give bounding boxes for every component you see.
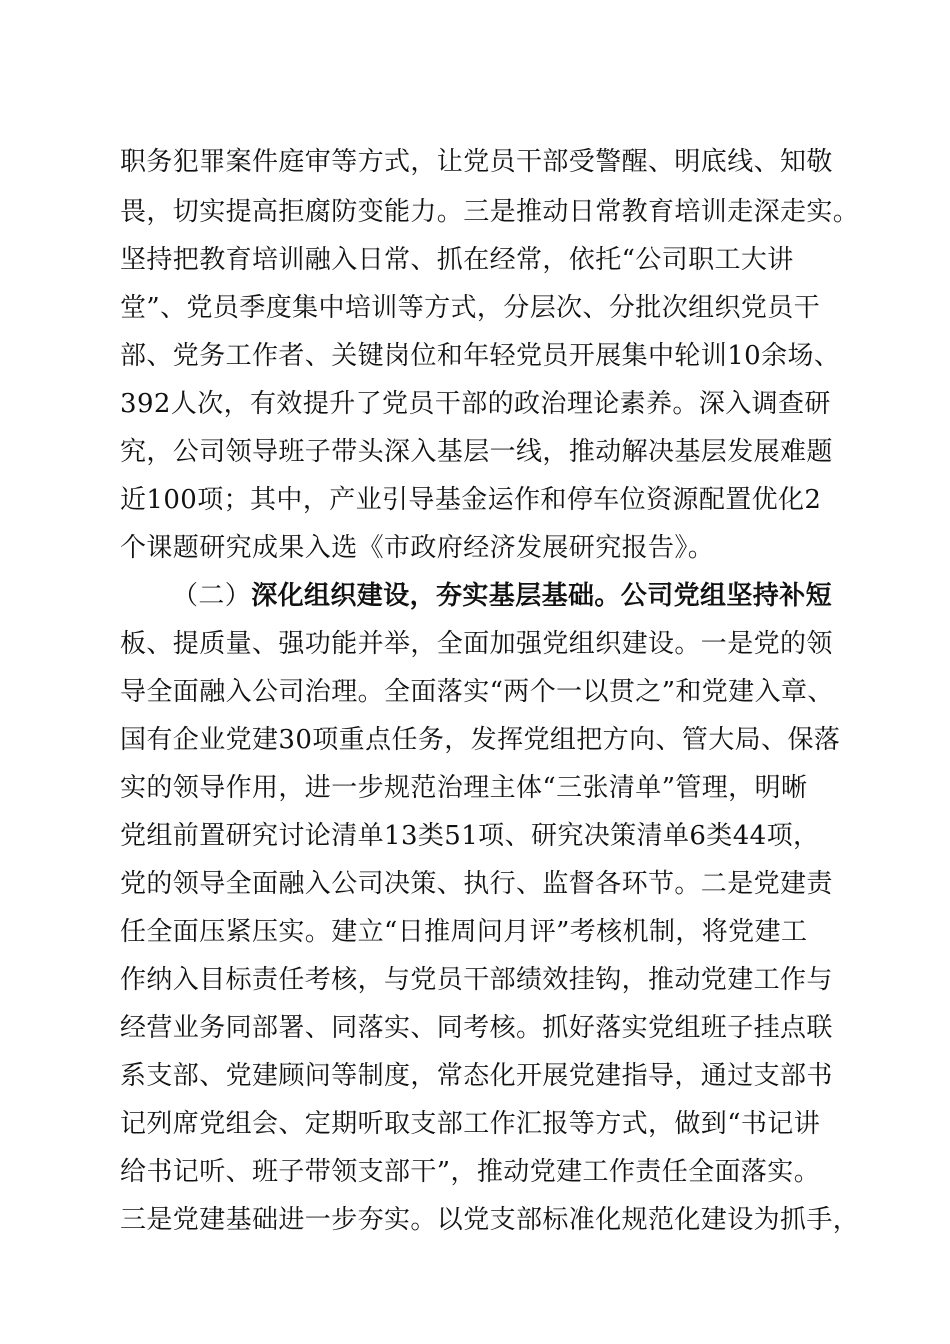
text-line: 392人次，有效提升了党员干部的政治理论素养。深入调查研 (120, 389, 831, 419)
text-line: 部、党务工作者、关键岗位和年轻党员开展集中轮训10余场、 (120, 341, 841, 371)
text-line: 畏，切实提高拒腐防变能力。三是推动日常教育培训走深走实。 (120, 197, 860, 227)
text-line: 国有企业党建30项重点任务，发挥党组把方向、管大局、保落 (120, 725, 841, 755)
text-line: 党组前置研究讨论清单13类51项、研究决策清单6类44项， (120, 821, 820, 851)
section-marker: （二） (172, 581, 252, 611)
text-line: 近100项；其中，产业引导基金运作和停车位资源配置优化2 (120, 485, 822, 515)
text-line: 坚持把教育培训融入日常、抓在经常，依托“公司职工大讲 (120, 245, 794, 275)
text-line: 党的领导全面融入公司决策、执行、监督各环节。二是党建责 (120, 869, 833, 899)
text-line: 记列席党组会、定期听取支部工作汇报等方式，做到“书记讲 (120, 1109, 821, 1139)
text-line: 板、提质量、强功能并举，全面加强党组织建设。一是党的领 (120, 629, 833, 659)
section-heading: 深化组织建设，夯实基层基础。公司党组坚持补短 (251, 581, 833, 611)
text-line: 堂”、党员季度集中培训等方式，分层次、分批次组织党员干 (120, 293, 821, 323)
text-line: 实的领导作用，进一步规范治理主体“三张清单”管理，明晰 (120, 773, 808, 803)
text-line: 三是党建基础进一步夯实。以党支部标准化规范化建设为抓手， (120, 1205, 860, 1235)
text-line: 给书记听、班子带领支部干”，推动党建工作责任全面落实。 (120, 1157, 821, 1187)
text-line: 作纳入目标责任考核，与党员干部绩效挂钩，推动党建工作与 (120, 965, 833, 995)
text-line: 导全面融入公司治理。全面落实“两个一以贯之”和党建入章、 (120, 677, 834, 707)
text-line: 职务犯罪案件庭审等方式，让党员干部受警醒、明底线、知敬 (120, 147, 833, 177)
text-line: 系支部、党建顾问等制度，常态化开展党建指导，通过支部书 (120, 1061, 833, 1091)
text-line: 经营业务同部署、同落实、同考核。抓好落实党组班子挂点联 (120, 1013, 833, 1043)
section-heading-line (172, 576, 892, 616)
text-line: 任全面压紧压实。建立“日推周问月评”考核机制，将党建工 (120, 917, 808, 947)
text-line: 个课题研究成果入选《市政府经济发展研究报告》。 (120, 533, 715, 563)
text-line: 究，公司领导班子带头深入基层一线，推动解决基层发展难题 (120, 437, 833, 467)
